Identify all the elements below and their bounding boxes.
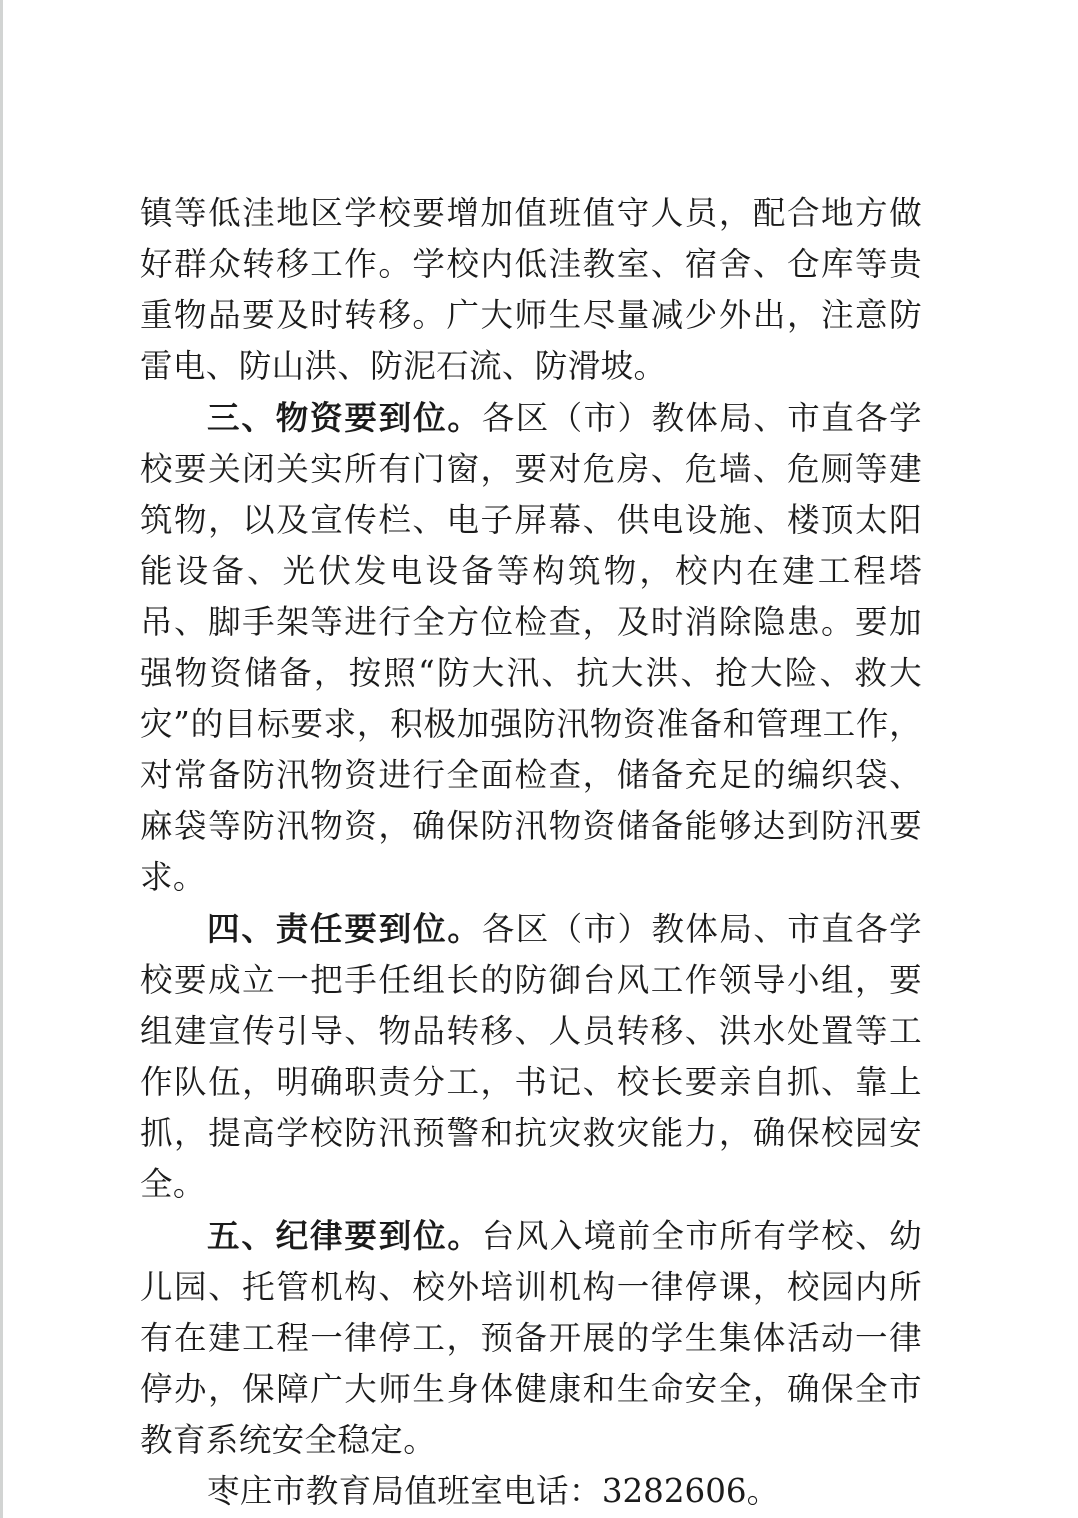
- duty-room-contact-line: [140, 1466, 922, 1517]
- paragraph-section-five: [140, 1210, 922, 1466]
- section-three-body: 各区（市）教体局、市直各学校要关闭关实所有门窗，要对危房、危墙、危厕等建筑物，以及宣传栏、电子屏幕、供电设施、楼顶太阳能设备、光伏发电设备等构筑物，校内在建工程塔吊、脚手架等进行全方位检查，及时消除隐患。要加强物资储备，按照“防大汛、抗大洪、抢大险、救大灾”的目标要求，积极加强防汛物资准备和管理工作，对常备防汛物资进行全面检查，储备充足的编织袋、麻袋等防汛物资，确保防汛物资储备能够达到防汛要求。: [140, 399, 923, 896]
- section-five-body: 台风入境前全市所有学校、幼儿园、托管机构、校外培训机构一律停课，校园内所有在建工程一律停工，预备开展的学生集体活动一律停办，保障广大师生身体健康和生命安全，确保全市教育系统安全稳定。: [140, 1217, 923, 1459]
- duty-room-phone-number: 3282606: [601, 1472, 747, 1510]
- document-body-text: [140, 188, 922, 1517]
- paragraph-continued: [140, 188, 922, 392]
- duty-room-contact-label: 枣庄市教育局值班室电话：: [207, 1472, 602, 1510]
- scan-edge-artifact: [0, 0, 3, 1518]
- paragraph-section-four: [140, 903, 922, 1210]
- paragraph-continued-text: 镇等低洼地区学校要增加值班值守人员，配合地方做好群众转移工作。学校内低洼教室、宿舍、仓库等贵重物品要及时转移。广大师生尽量减少外出，注意防雷电、防山洪、防泥石流、防滑坡。: [140, 194, 922, 385]
- section-four-heading: 四、责任要到位。: [207, 909, 482, 948]
- duty-room-contact-terminator: 。: [746, 1472, 780, 1510]
- section-three-heading: 三、物资要到位。: [207, 398, 482, 437]
- section-five-heading: 五、纪律要到位。: [207, 1216, 482, 1255]
- section-four-body: 各区（市）教体局、市直各学校要成立一把手任组长的防御台风工作领导小组，要组建宣传引导、物品转移、人员转移、洪水处置等工作队伍，明确职责分工，书记、校长要亲自抓、靠上抓，提高学校防汛预警和抗灾救灾能力，确保校园安全。: [140, 910, 923, 1203]
- paragraph-section-three: [140, 392, 922, 903]
